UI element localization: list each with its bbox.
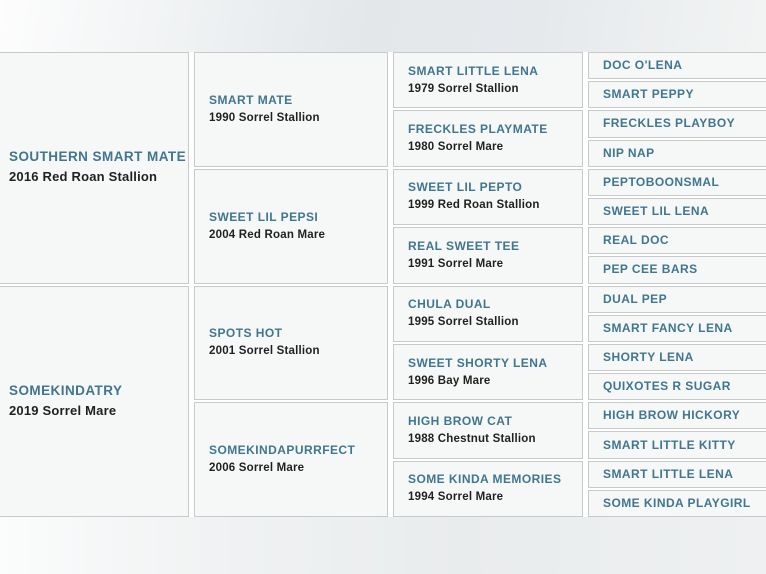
horse-name: SOMEKINDATRY [9, 382, 123, 398]
pedigree-cell [588, 81, 766, 108]
top-gradient-band [0, 0, 766, 52]
pedigree-cell [194, 169, 388, 284]
pedigree-cell [393, 169, 583, 225]
horse-name: FRECKLES PLAYBOY [603, 116, 736, 131]
horse-name: PEP CEE BARS [603, 262, 698, 277]
horse-name: SOME KINDA MEMORIES [408, 472, 562, 487]
horse-name: SWEET LIL PEPTO [408, 180, 523, 195]
horse-name: SMART MATE [209, 92, 293, 107]
pedigree-cell [393, 286, 583, 342]
pedigree-cell [588, 286, 766, 313]
horse-name: DUAL PEP [603, 291, 668, 306]
horse-name: SMART PEPPY [603, 87, 694, 102]
horse-name: SPOTS HOT [209, 326, 283, 341]
horse-detail: 2019 Sorrel Mare [9, 402, 117, 418]
horse-detail: 2006 Sorrel Mare [209, 462, 305, 475]
horse-detail: 1979 Sorrel Stallion [408, 82, 519, 95]
bottom-gradient-band [0, 517, 766, 574]
horse-name: REAL SWEET TEE [408, 238, 520, 253]
pedigree-cell [588, 198, 766, 225]
pedigree-cell [194, 52, 388, 167]
horse-name: SHORTY LENA [603, 349, 694, 364]
pedigree-cell [393, 461, 583, 517]
horse-detail: 1994 Sorrel Mare [408, 491, 504, 504]
horse-name: PEPTOBOONSMAL [603, 174, 720, 189]
horse-name: SOMEKINDAPURRFECT [209, 443, 356, 458]
horse-name: REAL DOC [603, 233, 670, 248]
horse-detail: 1995 Sorrel Stallion [408, 316, 519, 329]
pedigree-cell [588, 110, 766, 137]
horse-detail: 2001 Sorrel Stallion [209, 345, 320, 358]
horse-detail: 1996 Bay Mare [408, 374, 491, 387]
horse-name: SMART LITTLE LENA [408, 63, 539, 78]
horse-name: NIP NAP [603, 145, 655, 160]
pedigree-cell [588, 490, 766, 517]
pedigree-cell [588, 373, 766, 400]
horse-name: SOUTHERN SMART MATE [9, 149, 187, 165]
horse-detail: 1999 Red Roan Stallion [408, 199, 540, 212]
horse-detail: 1991 Sorrel Mare [408, 257, 504, 270]
pedigree-cell [588, 140, 766, 167]
pedigree-cell [588, 461, 766, 488]
pedigree-cell [588, 315, 766, 342]
pedigree-cell [393, 110, 583, 166]
pedigree-cell [588, 52, 766, 79]
horse-detail: 2016 Red Roan Stallion [9, 169, 158, 185]
horse-name: HIGH BROW HICKORY [603, 408, 741, 423]
horse-detail: 1990 Sorrel Stallion [209, 111, 320, 124]
horse-name: SWEET LIL PEPSI [209, 209, 319, 224]
horse-detail: 2004 Red Roan Mare [209, 228, 326, 241]
pedigree-cell [194, 402, 388, 517]
horse-name: QUIXOTES R SUGAR [603, 379, 731, 394]
horse-name: HIGH BROW CAT [408, 413, 513, 428]
pedigree-cell [393, 402, 583, 458]
pedigree-cell [588, 227, 766, 254]
horse-name: SMART FANCY LENA [603, 320, 733, 335]
pedigree-cell [393, 344, 583, 400]
horse-name: SMART LITTLE KITTY [603, 437, 736, 452]
pedigree-cell [393, 52, 583, 108]
pedigree-cell [588, 344, 766, 371]
pedigree-cell-sire [0, 52, 189, 284]
horse-name: SOME KINDA PLAYGIRL [603, 495, 751, 510]
pedigree-cell [588, 402, 766, 429]
horse-detail: 1988 Chestnut Stallion [408, 432, 536, 445]
horse-name: DOC O'LENA [603, 58, 683, 73]
pedigree-cell [194, 286, 388, 401]
horse-name: CHULA DUAL [408, 297, 491, 312]
pedigree-cell-dam [0, 286, 189, 518]
horse-name: SWEET SHORTY LENA [408, 355, 548, 370]
pedigree-cell [588, 256, 766, 283]
horse-name: SWEET LIL LENA [603, 204, 710, 219]
pedigree-table [0, 52, 766, 517]
pedigree-cell [588, 431, 766, 458]
pedigree-cell [588, 169, 766, 196]
horse-name: SMART LITTLE LENA [603, 466, 734, 481]
horse-detail: 1980 Sorrel Mare [408, 141, 504, 154]
horse-name: FRECKLES PLAYMATE [408, 122, 548, 137]
pedigree-cell [393, 227, 583, 283]
